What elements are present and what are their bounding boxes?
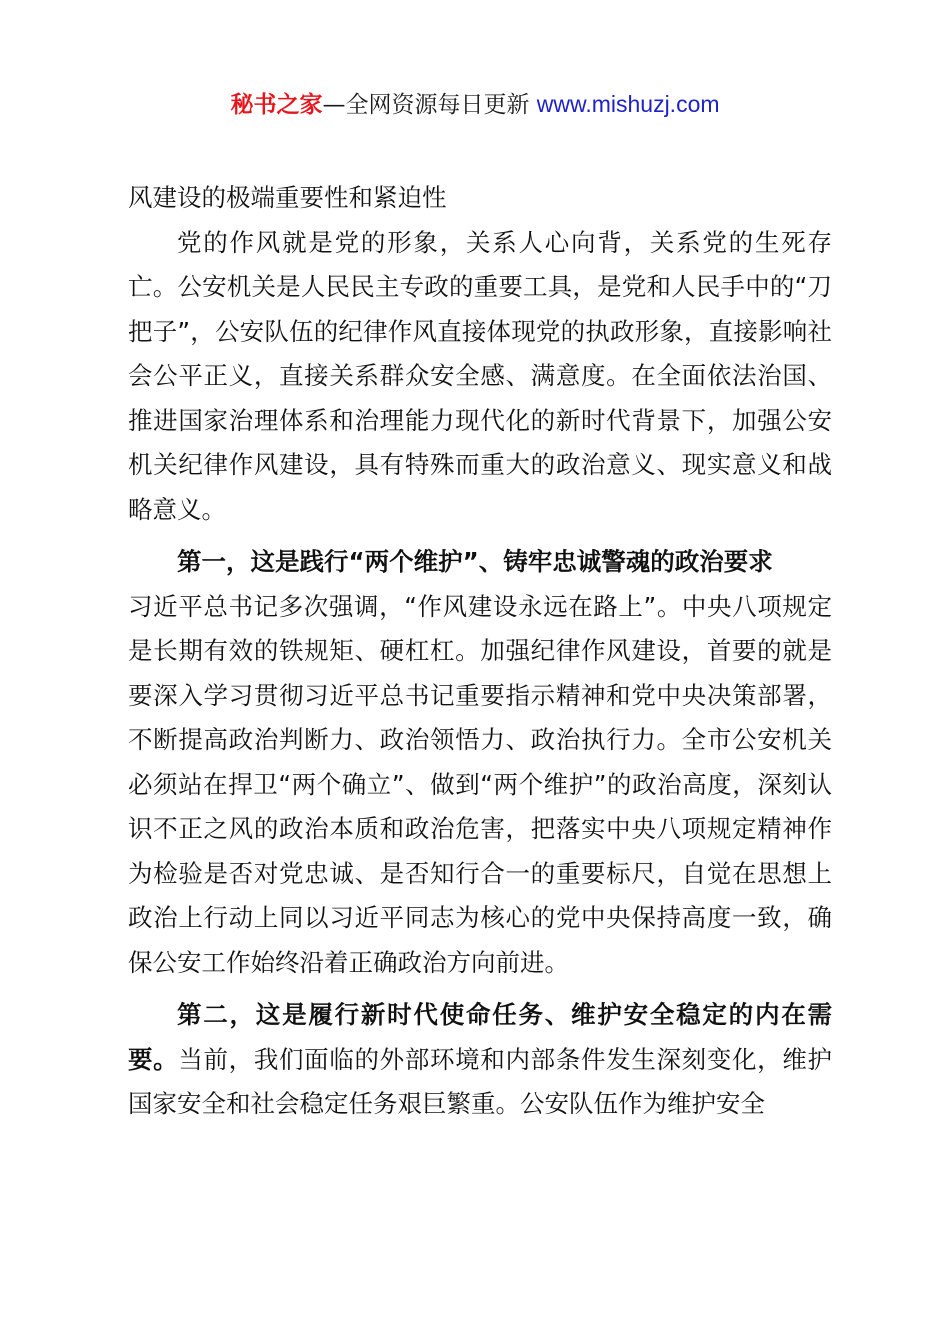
paragraph: 习近平总书记多次强调，“作风建设永远在路上”。中央八项规定是长期有效的铁规矩、硬杠杠。加强纪律作风建设，首要的就是要深入学习贯彻习近平总书记重要指示精神和党中央决策部署，不断提高政治判断力、政治领悟力、政治执行力。全市公安机关必须站在捍卫“两个确立”、做到“两个维护”的政治高度，深刻认识不正之风的政治本质和政治危害，把落实中央八项规定精神作为检验是否对党忠诚、是否知行合一的重要标尺，自觉在思想上政治上行动上同以习近平同志为核心的党中央保持高度一致，确保公安工作始终沿着正确政治方向前进。 bbox=[128, 591, 832, 977]
paragraph-continuation: 风建设的极端重要性和紧迫性 bbox=[128, 183, 447, 212]
paragraph-second bbox=[128, 993, 832, 1127]
header-slogan: —全网资源每日更新 bbox=[322, 92, 537, 118]
site-url[interactable]: www.mishuzj.com bbox=[536, 91, 720, 117]
section-heading-first: 第一，这是践行“两个维护”、铸牢忠诚警魂的政治要求 bbox=[177, 547, 773, 576]
section-heading-second: 第二，这是履行新时代使命任务、维护安全稳定的内在需要。 bbox=[128, 1000, 832, 1074]
document-body bbox=[128, 176, 832, 1127]
page-header bbox=[0, 88, 950, 121]
paragraph-text: 当前，我们面临的外部环境和内部条件发生深刻变化，维护国家安全和社会稳定任务艰巨繁重。公安队伍作为维护安全 bbox=[128, 1044, 833, 1118]
brand-name: 秘书之家 bbox=[230, 92, 323, 118]
paragraph: 党的作风就是党的形象，关系人心向背，关系党的生死存亡。公安机关是人民民主专政的重要工具，是党和人民手中的“刀把子”，公安队伍的纪律作风直接体现党的执政形象，直接影响社会公平正义，直接关系群众安全感、满意度。在全面依法治国、推进国家治理体系和治理能力现代化的新时代背景下，加强公安机关纪律作风建设，具有特殊而重大的政治意义、现实意义和战略意义。 bbox=[128, 227, 832, 524]
